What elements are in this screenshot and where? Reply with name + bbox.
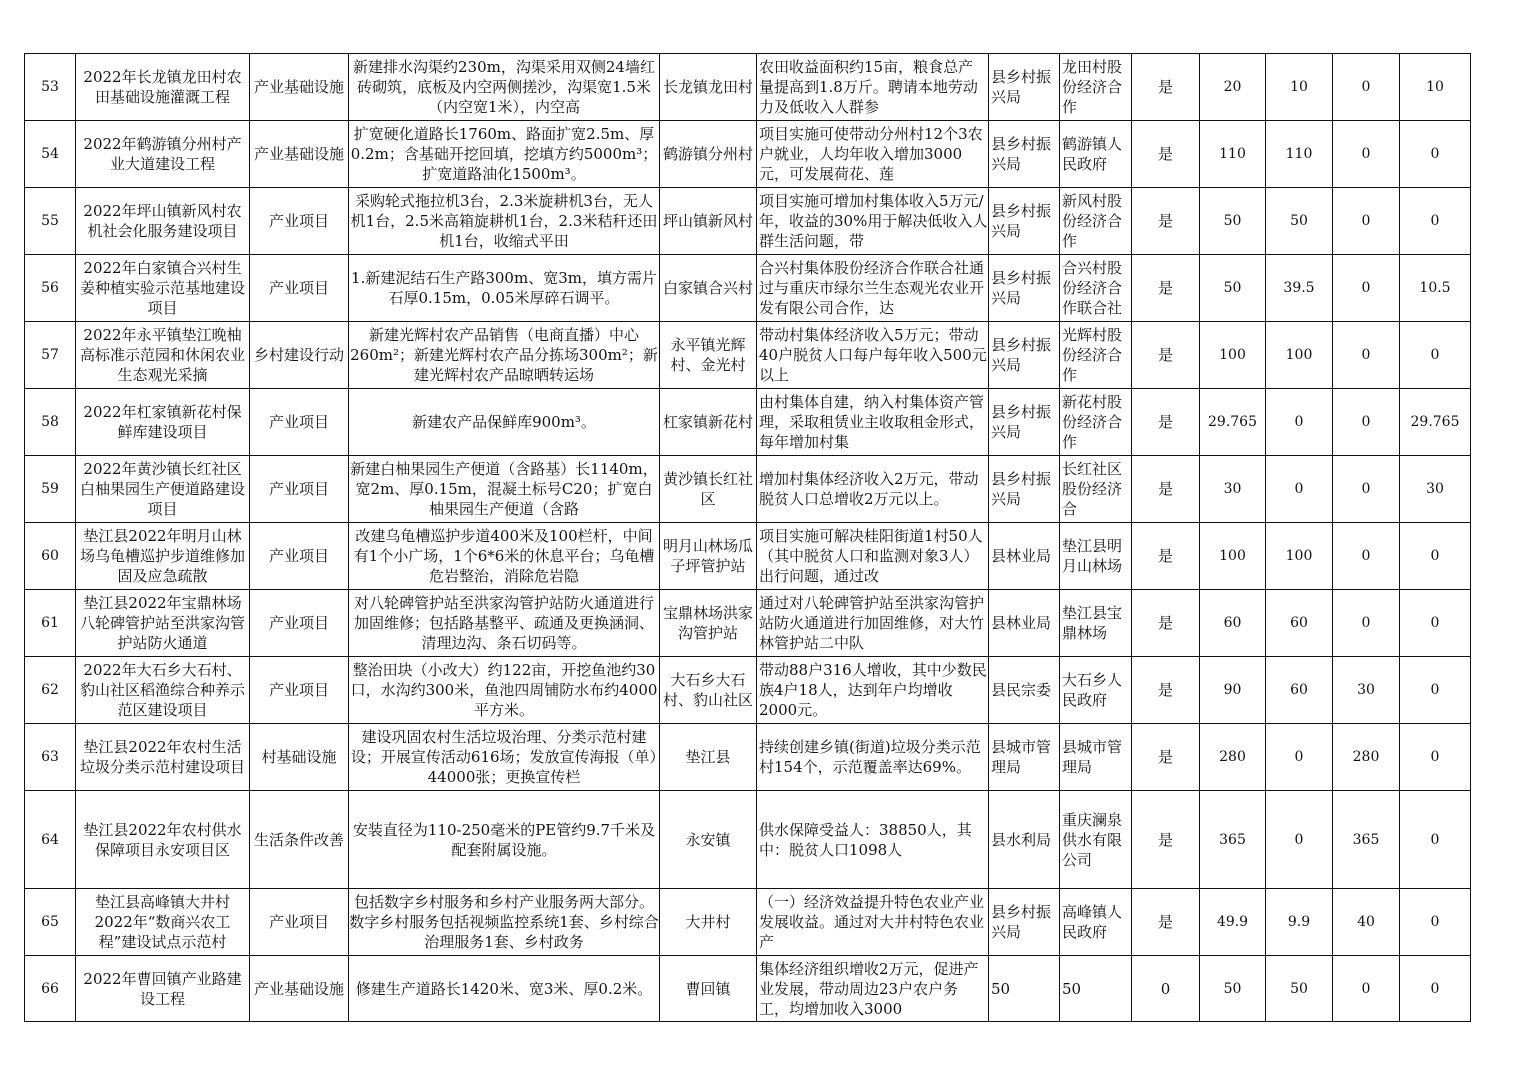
flag-cell: 是 bbox=[1157, 346, 1173, 364]
project-type: 生活条件改善 bbox=[253, 830, 344, 849]
project-location: 曹回镇 bbox=[685, 979, 731, 998]
funds-a: 10 bbox=[1290, 79, 1308, 95]
project-name: 垫江县2022年农村生活垃圾分类示范村建设项目 bbox=[79, 738, 245, 776]
responsible-department: 县乡村振兴局 bbox=[991, 269, 1052, 307]
funds-b: 0 bbox=[1361, 980, 1371, 997]
flag-cell: 是 bbox=[1157, 480, 1173, 498]
project-name: 2022年黄沙镇长红社区白柚果园生产便道路建设项目 bbox=[79, 460, 245, 518]
funds-b: 0 bbox=[1361, 414, 1371, 430]
funds-a: 100 bbox=[1285, 548, 1313, 564]
table-row bbox=[25, 523, 1471, 590]
implementing-unit: 光辉村股份经济合作 bbox=[1062, 326, 1123, 384]
flag-cell: 是 bbox=[1157, 681, 1173, 699]
construction-content: 整治田块（小改大）约122亩，开挖鱼池约30口，水沟约300米，鱼池四周铺防水布约4000平方米。 bbox=[350, 661, 658, 719]
total-funds: 280 bbox=[1219, 749, 1246, 765]
funds-c: 10 bbox=[1426, 79, 1444, 95]
construction-content: 改建乌龟槽巡护步道400米及100栏杆，中间有1个小广场，1个6*6米的休息平台；乌龟槽危岩整治，消除危岩隐 bbox=[353, 527, 655, 585]
project-type: 产业项目 bbox=[268, 913, 329, 931]
funds-c: 0 bbox=[1430, 548, 1440, 564]
responsible-department: 县乡村振兴局 bbox=[991, 202, 1052, 240]
funds-a: 60 bbox=[1290, 682, 1308, 698]
implementing-unit: 新花村股份经济合作 bbox=[1062, 393, 1123, 451]
project-location: 黄沙镇长红社区 bbox=[662, 470, 753, 508]
table-row bbox=[25, 54, 1471, 121]
project-name: 2022年大石乡大石村、豹山社区稻渔综合种养示范区建设项目 bbox=[79, 661, 245, 719]
benefit-description: 项目实施可增加村集体收入5万元/年，收益的30%用于解决低收入人群生活问题，带 bbox=[759, 192, 988, 250]
project-type: 村基础设施 bbox=[261, 748, 337, 766]
project-table bbox=[24, 53, 1471, 1022]
project-name: 2022年永平镇垫江晚柚高标准示范园和休闲农业生态观光采摘 bbox=[79, 326, 245, 384]
project-name: 2022年坪山镇新风村农机社会化服务建设项目 bbox=[83, 202, 242, 240]
funds-a: 110 bbox=[1285, 146, 1313, 162]
total-funds: 100 bbox=[1219, 548, 1246, 564]
total-funds: 50 bbox=[1223, 280, 1242, 296]
funds-a: 39.5 bbox=[1283, 280, 1315, 296]
table-row bbox=[25, 956, 1471, 1022]
implementing-unit: 重庆澜泉供水有限公司 bbox=[1062, 810, 1123, 869]
construction-content: 新建光辉村农产品销售（电商直播）中心260m²；新建光辉村农产品分拣场300m²；新建光辉村农产品晾晒转运场 bbox=[350, 326, 658, 384]
implementing-unit: 大石乡人民政府 bbox=[1062, 671, 1123, 709]
project-type: 乡村建设行动 bbox=[253, 346, 344, 364]
funds-b: 280 bbox=[1352, 749, 1380, 765]
responsible-department: 县水利局 bbox=[991, 830, 1052, 849]
table-row bbox=[25, 456, 1471, 523]
row-number: 66 bbox=[41, 980, 59, 997]
funds-c: 0 bbox=[1430, 682, 1440, 698]
flag-cell: 是 bbox=[1157, 748, 1173, 766]
total-funds: 49.9 bbox=[1216, 914, 1249, 930]
row-number: 62 bbox=[41, 682, 59, 698]
flag-cell: 是 bbox=[1157, 913, 1173, 931]
funds-b: 0 bbox=[1361, 548, 1371, 564]
benefit-description: 项目实施可使带动分州村12个3农户就业，人均年收入增加3000元，可发展荷花、莲 bbox=[759, 125, 983, 183]
benefit-description: 由村集体自建，纳入村集体资产管理，采取租赁业主收取租金形式，每年增加村集 bbox=[759, 393, 985, 451]
responsible-department: 县民宗委 bbox=[991, 681, 1052, 699]
funds-b: 365 bbox=[1352, 831, 1380, 848]
project-name: 垫江县2022年宝鼎林场八轮碑管护站至洪家沟管护站防火通道 bbox=[79, 594, 245, 652]
project-location: 明月山林场瓜子坪管护站 bbox=[662, 537, 753, 575]
project-location: 永平镇光辉村、金光村 bbox=[670, 336, 746, 374]
funds-b: 0 bbox=[1361, 146, 1371, 162]
benefit-description: 集体经济组织增收2万元，促进产业发展，带动周边23户农户务工，均增加收入3000 bbox=[759, 959, 979, 1018]
funds-c: 0 bbox=[1430, 347, 1440, 363]
implementing-unit: 垫江县宝鼎林场 bbox=[1062, 604, 1123, 642]
funds-c: 0 bbox=[1430, 914, 1440, 930]
implementing-unit: 高峰镇人民政府 bbox=[1062, 903, 1123, 941]
responsible-department: 县乡村振兴局 bbox=[991, 903, 1052, 941]
project-name: 垫江县2022年明月山林场乌龟槽巡护步道维修加固及应急疏散 bbox=[79, 527, 245, 585]
project-name: 2022年长龙镇龙田村农田基础设施灌溉工程 bbox=[83, 68, 242, 106]
flag-cell: 是 bbox=[1157, 212, 1173, 230]
row-number: 53 bbox=[41, 79, 59, 95]
row-number: 54 bbox=[41, 146, 59, 162]
benefit-description: 项目实施可解决桂阳街道1村50人（其中脱贫人口和监测对象3人）出行问题，通过改 bbox=[759, 527, 983, 585]
total-funds: 90 bbox=[1223, 682, 1242, 698]
implementing-unit: 长红社区股份经济合 bbox=[1062, 460, 1123, 518]
row-number: 57 bbox=[41, 347, 59, 363]
project-type: 产业项目 bbox=[268, 413, 329, 431]
construction-content: 对八轮碑管护站至洪家沟管护站防火通道进行加固维修；包括路基整平、疏通及更换涵洞、清理边沟、条石切码等。 bbox=[353, 594, 654, 652]
flag-cell: 是 bbox=[1157, 413, 1173, 431]
project-type: 产业基础设施 bbox=[253, 979, 344, 998]
responsible-department: 县林业局 bbox=[991, 614, 1052, 632]
project-type: 产业项目 bbox=[268, 614, 329, 632]
row-number: 59 bbox=[41, 481, 59, 497]
project-location: 大石乡大石村、豹山社区 bbox=[662, 671, 753, 709]
table-row bbox=[25, 188, 1471, 255]
row-number: 64 bbox=[41, 831, 59, 848]
project-location: 长龙镇龙田村 bbox=[662, 78, 753, 96]
funds-c: 0 bbox=[1430, 213, 1440, 229]
project-type: 产业基础设施 bbox=[253, 145, 344, 163]
total-funds: 30 bbox=[1223, 481, 1242, 497]
benefit-description: 带动88户316人增收，其中少数民族4户18人，达到年户均增收2000元。 bbox=[759, 661, 987, 719]
implementing-unit: 县城市管理局 bbox=[1062, 738, 1123, 776]
funds-c: 0 bbox=[1430, 831, 1440, 848]
funds-b: 0 bbox=[1361, 280, 1371, 296]
table-row bbox=[25, 255, 1471, 322]
flag-cell: 0 bbox=[1160, 979, 1171, 998]
row-number: 65 bbox=[41, 914, 59, 930]
responsible-department: 50 bbox=[991, 979, 1011, 998]
construction-content: 新建农产品保鲜库900m³。 bbox=[412, 413, 596, 431]
total-funds: 60 bbox=[1223, 615, 1242, 631]
total-funds: 110 bbox=[1219, 146, 1246, 162]
benefit-description: （一）经济效益提升特色农业产业发展收益。通过对大井村特色农业产 bbox=[759, 893, 985, 951]
benefit-description: 通过对八轮碑管护站至洪家沟管护站防火通道进行加固维修，对大竹林管护站二中队 bbox=[759, 594, 985, 652]
implementing-unit: 垫江县明月山林场 bbox=[1062, 537, 1123, 575]
row-number: 55 bbox=[41, 213, 59, 229]
benefit-description: 合兴村集体股份经济合作联合社通过与重庆市绿尔兰生态观光农业开发有限公司合作，达 bbox=[759, 259, 985, 317]
project-location: 坪山镇新风村 bbox=[662, 212, 753, 230]
benefit-description: 持续创建乡镇(街道)垃圾分类示范村154个，示范覆盖率达69%。 bbox=[759, 738, 981, 776]
implementing-unit: 50 bbox=[1062, 979, 1082, 998]
total-funds: 100 bbox=[1219, 347, 1246, 363]
funds-b: 0 bbox=[1361, 481, 1371, 497]
project-type: 产业项目 bbox=[268, 480, 329, 498]
funds-c: 0 bbox=[1430, 146, 1440, 162]
funds-c: 10.5 bbox=[1419, 280, 1451, 296]
project-name: 2022年杠家镇新花村保鲜库建设项目 bbox=[83, 403, 242, 441]
funds-b: 0 bbox=[1361, 213, 1371, 229]
flag-cell: 是 bbox=[1157, 279, 1173, 297]
row-number: 58 bbox=[41, 414, 59, 430]
responsible-department: 县林业局 bbox=[991, 547, 1052, 565]
project-location: 杠家镇新花村 bbox=[662, 413, 753, 431]
funds-a: 9.9 bbox=[1287, 914, 1311, 930]
project-type: 产业项目 bbox=[268, 212, 329, 230]
row-number: 56 bbox=[41, 280, 59, 296]
project-location: 大井村 bbox=[685, 913, 731, 931]
funds-b: 30 bbox=[1357, 682, 1375, 698]
table-row bbox=[25, 791, 1471, 889]
funds-b: 0 bbox=[1361, 79, 1371, 95]
construction-content: 包括数字乡村服务和乡村产业服务两大部分。数字乡村服务包括视频监控系统1套、乡村综合治理服务1套、乡村政务 bbox=[349, 893, 659, 951]
funds-c: 0 bbox=[1430, 749, 1440, 765]
benefit-description: 供水保障受益人：38850人，其中：脱贫人口1098人 bbox=[759, 820, 972, 859]
benefit-description: 农田收益面积约15亩，粮食总产量提高到1.8万斤。聘请本地劳动力及低收入人群参 bbox=[759, 58, 978, 116]
responsible-department: 县城市管理局 bbox=[991, 738, 1052, 776]
project-type: 产业项目 bbox=[268, 279, 329, 297]
total-funds: 20 bbox=[1223, 79, 1242, 95]
funds-a: 0 bbox=[1294, 749, 1304, 765]
funds-a: 0 bbox=[1294, 414, 1304, 430]
funds-a: 50 bbox=[1290, 213, 1308, 229]
responsible-department: 县乡村振兴局 bbox=[991, 336, 1052, 374]
funds-b: 0 bbox=[1361, 347, 1371, 363]
project-type: 产业项目 bbox=[268, 547, 329, 565]
project-location: 永安镇 bbox=[685, 830, 731, 849]
responsible-department: 县乡村振兴局 bbox=[991, 403, 1052, 441]
table-row bbox=[25, 590, 1471, 657]
flag-cell: 是 bbox=[1157, 145, 1173, 163]
responsible-department: 县乡村振兴局 bbox=[991, 135, 1052, 173]
construction-content: 安装直径为110-250毫米的PE管约9.7千米及配套附属设施。 bbox=[352, 820, 656, 859]
funds-a: 60 bbox=[1290, 615, 1308, 631]
project-location: 宝鼎林场洪家沟管护站 bbox=[662, 604, 753, 642]
total-funds: 365 bbox=[1219, 831, 1246, 848]
construction-content: 新建白柚果园生产便道（含路基）长1140m，宽2m、厚0.15m，混凝土标号C20；扩宽白柚果园生产便道（含路 bbox=[350, 460, 658, 518]
project-location: 垫江县 bbox=[685, 748, 731, 766]
project-name: 2022年鹤游镇分州村产业大道建设工程 bbox=[83, 135, 242, 173]
flag-cell: 是 bbox=[1157, 830, 1173, 849]
funds-a: 0 bbox=[1294, 831, 1304, 848]
project-location: 鹤游镇分州村 bbox=[662, 145, 753, 163]
project-type: 产业项目 bbox=[268, 681, 329, 699]
funds-b: 0 bbox=[1361, 615, 1371, 631]
funds-a: 0 bbox=[1294, 481, 1304, 497]
funds-c: 0 bbox=[1430, 615, 1440, 631]
project-name: 2022年曹回镇产业路建设工程 bbox=[83, 969, 242, 1008]
funds-a: 100 bbox=[1285, 347, 1313, 363]
project-name: 2022年白家镇合兴村生姜种植实验示范基地建设项目 bbox=[79, 259, 245, 317]
construction-content: 扩宽硬化道路长1760m、路面扩宽2.5m、厚0.2m；含基础开挖回填，挖填方约5000m³；扩宽道路油化1500m³。 bbox=[350, 125, 658, 183]
implementing-unit: 新风村股份经济合作 bbox=[1062, 192, 1123, 250]
funds-c: 0 bbox=[1430, 980, 1440, 997]
project-name: 垫江县高峰镇大井村2022年“数商兴农工程”建设试点示范村 bbox=[94, 893, 231, 951]
project-type: 产业基础设施 bbox=[253, 78, 344, 96]
flag-cell: 是 bbox=[1157, 547, 1173, 565]
total-funds: 50 bbox=[1223, 213, 1242, 229]
table-row bbox=[25, 724, 1471, 791]
construction-content: 1.新建泥结石生产路300m、宽3m，填方需片石厚0.15m，0.05米厚碎石调平。 bbox=[351, 269, 657, 307]
benefit-description: 带动村集体经济收入5万元；带动40户脱贫人口每户每年收入500元以上 bbox=[759, 326, 987, 384]
project-location: 白家镇合兴村 bbox=[662, 279, 753, 297]
construction-content: 新建排水沟渠约230m，沟渠采用双侧24墙红砖砌筑，底板及内空两侧搓沙，沟渠宽1.5米（内空宽1米），内空高 bbox=[353, 58, 655, 116]
table-row bbox=[25, 889, 1471, 956]
funds-c: 30 bbox=[1426, 481, 1444, 497]
implementing-unit: 龙田村股份经济合作 bbox=[1062, 58, 1123, 116]
table-row bbox=[25, 389, 1471, 456]
funds-b: 40 bbox=[1357, 914, 1375, 930]
row-number: 61 bbox=[41, 615, 59, 631]
construction-content: 建设巩固农村生活垃圾治理、分类示范村建设；开展宣传活动616场；发放宣传海报（单）44000张；更换宣传栏 bbox=[350, 728, 658, 786]
project-name: 垫江县2022年农村供水保障项目永安项目区 bbox=[83, 820, 242, 859]
responsible-department: 县乡村振兴局 bbox=[991, 470, 1052, 508]
total-funds: 29.765 bbox=[1208, 414, 1257, 430]
table-row bbox=[25, 657, 1471, 724]
funds-a: 50 bbox=[1290, 980, 1308, 997]
benefit-description: 增加村集体经济收入2万元，带动脱贫人口总增收2万元以上。 bbox=[759, 470, 979, 508]
flag-cell: 是 bbox=[1157, 78, 1173, 96]
implementing-unit: 鹤游镇人民政府 bbox=[1062, 135, 1123, 173]
construction-content: 修建生产道路长1420米、宽3米、厚0.2米。 bbox=[355, 979, 653, 998]
flag-cell: 是 bbox=[1157, 614, 1173, 632]
table-row bbox=[25, 121, 1471, 188]
row-number: 60 bbox=[41, 548, 59, 564]
table-row bbox=[25, 322, 1471, 389]
row-number: 63 bbox=[41, 749, 59, 765]
implementing-unit: 合兴村股份经济合作联合社 bbox=[1062, 259, 1123, 317]
funds-c: 29.765 bbox=[1410, 414, 1460, 430]
responsible-department: 县乡村振兴局 bbox=[991, 68, 1052, 106]
total-funds: 50 bbox=[1223, 980, 1242, 997]
construction-content: 采购轮式拖拉机3台，2.3米旋耕机3台，无人机1台，2.5米高箱旋耕机1台，2.3米秸秆还田机1台，收缩式平田 bbox=[350, 192, 658, 250]
